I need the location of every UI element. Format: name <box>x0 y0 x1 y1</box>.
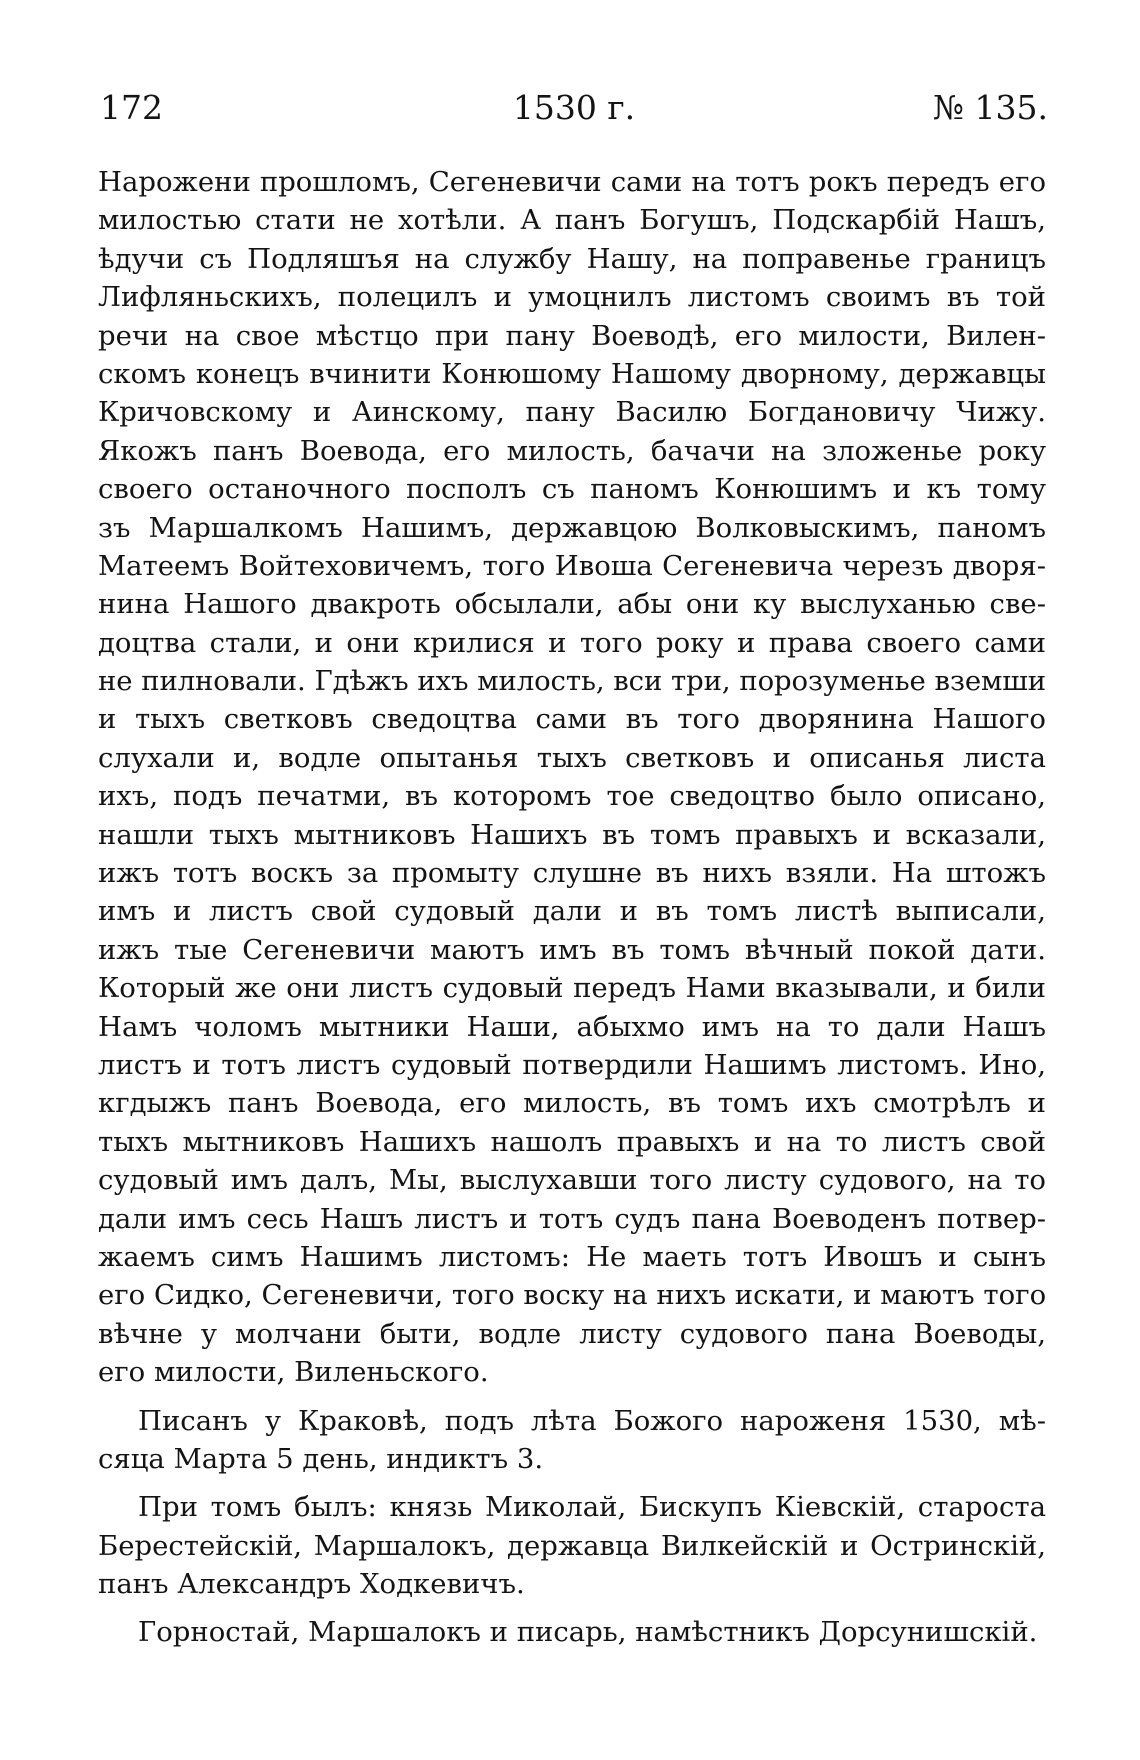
text-line: Матеемъ Войтеховичемъ, того Ивоша Сегеневича черезъ дворя- <box>98 549 1046 582</box>
text-line: Горностай, Маршалокъ и писарь, намѣстникъ Дорсунишскій. <box>138 1616 1038 1649</box>
paragraph-gap <box>98 1603 1046 1613</box>
text-line: своего останочного посполъ съ паномъ Конюшимъ и къ тому <box>98 473 1046 506</box>
text-line: Якожъ панъ Воевода, его милость, бачачи на зложенье року <box>98 434 1046 467</box>
text-line: ихъ, подъ печатми, въ которомъ тое сведоцтво было описано, <box>98 780 1046 813</box>
text-line: панъ Александръ Ходкевичъ. <box>98 1568 525 1601</box>
text-line: его Сидко, Сегеневичи, того воску на нихъ искати, и маютъ того <box>98 1279 1046 1312</box>
text-line: имъ и листъ свой судовый дали и въ томъ листѣ выписали, <box>98 895 1046 928</box>
text-line: и тыхъ светковъ сведоцтва сами въ того дворянина Нашого <box>98 703 1046 736</box>
paragraph <box>98 1613 1046 1651</box>
text-line: милостью стати не хотѣли. А панъ Богушъ, Подскарбій Нашъ, <box>98 204 1046 237</box>
text-line: тыхъ мытниковъ Нашихъ нашолъ правыхъ и на то листъ свой <box>98 1125 1046 1158</box>
text-line: зъ Маршалкомъ Нашимъ, державцою Волковыскимъ, паномъ <box>98 511 1046 544</box>
text-line: вѣчне у молчани быти, водле листу судового пана Воеводы, <box>98 1317 1046 1350</box>
text-line: Который же они листъ судовый передъ Нами вказывали, и били <box>98 972 1046 1005</box>
text-line: нашли тыхъ мытниковъ Нашихъ въ томъ правыхъ и всказали, <box>98 818 1046 851</box>
text-line: слухали и, водле опытанья тыхъ светковъ и описанья листа <box>98 741 1046 774</box>
page-number: 172 <box>100 88 163 127</box>
text-line: нина Нашого двакроть обсылали, абы они ку выслуханью све- <box>98 588 1046 621</box>
page-header <box>100 88 1048 128</box>
paragraph <box>98 1488 1046 1603</box>
text-line: Намъ чоломъ мытники Наши, абыхмо имъ на то дали Нашъ <box>98 1010 1046 1043</box>
text-line: доцтва стали, и они крилися и того року и права своего сами <box>98 626 1046 659</box>
text-line: ижъ тотъ воскъ за промыту слушне въ нихъ взяли. На штожъ <box>98 857 1046 890</box>
paragraph-gap <box>98 1478 1046 1488</box>
text-line: жаемъ симъ Нашимъ листомъ: Не маеть тотъ Ивошъ и сынъ <box>98 1240 1046 1273</box>
text-line: Лифляньскихъ, полецилъ и умоцнилъ листомъ своимъ въ той <box>98 281 1046 314</box>
text-line: дали имъ сесь Нашъ листъ и тотъ судъ пана Воеводенъ потвер- <box>98 1202 1046 1235</box>
text-line: сяца Марта 5 день, индиктъ 3. <box>98 1442 544 1475</box>
paragraph-gap <box>98 1392 1046 1402</box>
text-line: его милости, Виленьского. <box>98 1356 489 1389</box>
text-line: ѣдучи съ Подляшъя на службу Нашу, на поправенье границъ <box>98 242 1046 275</box>
document-number: № 135. <box>932 88 1048 127</box>
text-line: не пилновали. Гдѣжъ ихъ милость, вси три, порозуменье вземши <box>98 665 1046 698</box>
text-line: листъ и тотъ листъ судовый потвердили Нашимъ листомъ. Ино, <box>98 1048 1046 1081</box>
text-line: ижъ тые Сегеневичи маютъ имъ въ томъ вѣчный покой дати. <box>98 933 1046 966</box>
text-line: Нарожени прошломъ, Сегеневичи сами на тотъ рокъ передъ его <box>98 166 1046 198</box>
text-line: Кричовскому и Аинскому, пану Василю Богдановичу Чижу. <box>98 396 1046 429</box>
text-line: речи на свое мѣстцо при пану Воеводѣ, его милости, Вилен- <box>98 319 1046 352</box>
document-body <box>98 163 1046 1652</box>
text-line: кгдыжъ панъ Воевода, его милость, въ томъ ихъ смотрѣлъ и <box>98 1087 1046 1120</box>
text-line: скомъ конецъ вчинити Конюшому Нашому дворному, державцы <box>98 357 1046 390</box>
text-line: Берестейскій, Маршалокъ, державца Вилкейскій и Остринскій, <box>98 1529 1046 1562</box>
document-year: 1530 г. <box>512 88 636 127</box>
text-line: При томъ былъ: князь Миколай, Бискупъ Кіевскій, староста <box>138 1491 1046 1524</box>
paragraph <box>98 1402 1046 1479</box>
paragraph <box>98 163 1046 1392</box>
text-line: судовый имъ далъ, Мы, выслухавши того листу судового, на то <box>98 1164 1046 1197</box>
text-line: Писанъ у Краковѣ, подъ лѣта Божого нароженя 1530, мѣ- <box>138 1404 1046 1437</box>
